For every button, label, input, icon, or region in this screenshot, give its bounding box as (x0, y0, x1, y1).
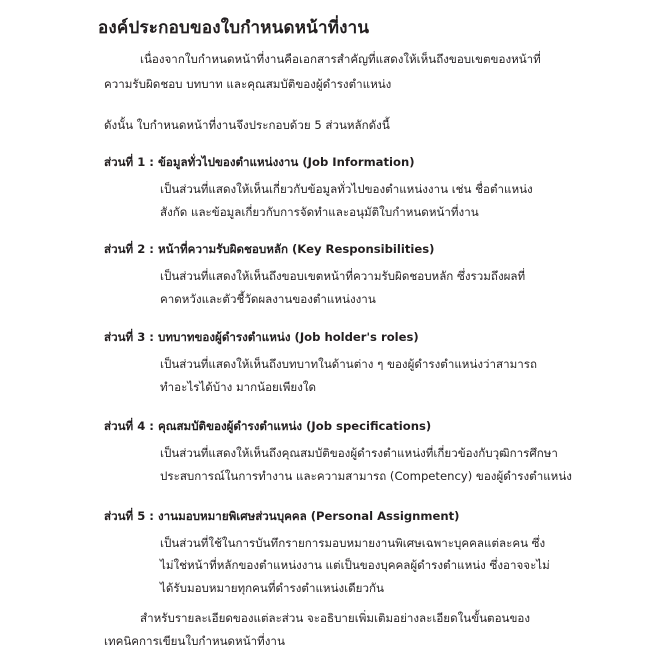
closing-line-1: สำหรับรายละเอียดของแต่ละส่วน จะอธิบายเพิ่มเติมอย่างละเอียดในขั้นตอนของ (140, 611, 531, 625)
section-4-heading: ส่วนที่ 4 : คุณสมบัติของผู้ดำรงตำแหน่ง (Job specifications) (104, 419, 432, 433)
section-5-line-2: ไม่ใช่หน้าที่หลักของตำแหน่งงาน แต่เป็นของบุคคลผู้ดำรงตำแหน่ง ซึ่งอาจจะไม่ (160, 558, 550, 572)
section-1-line-1: เป็นส่วนที่แสดงให้เห็นเกี่ยวกับข้อมูลทั่วไปของตำแหน่งงาน เช่น ชื่อตำแหน่ง (160, 182, 533, 196)
section-1-line-2: สังกัด และข้อมูลเกี่ยวกับการจัดทำและอนุมัติใบกำหนดหน้าที่งาน (160, 205, 479, 219)
section-5-heading: ส่วนที่ 5 : งานมอบหมายพิเศษส่วนบุคคล (Personal Assignment) (104, 509, 460, 523)
section-2-line-1: เป็นส่วนที่แสดงให้เห็นถึงขอบเขตหน้าที่ความรับผิดชอบหลัก ซึ่งรวมถึงผลที่ (160, 269, 526, 283)
intro-line-2: ความรับผิดชอบ บทบาท และคุณสมบัติของผู้ดำรงตำแหน่ง (104, 77, 392, 91)
section-2-heading: ส่วนที่ 2 : หน้าที่ความรับผิดชอบหลัก (Key Responsibilities) (104, 242, 435, 256)
section-3-line-2: ทำอะไรได้บ้าง มากน้อยเพียงใด (160, 380, 317, 394)
section-4-line-2: ประสบการณ์ในการทำงาน และความสามารถ (Competency) ของผู้ดำรงตำแหน่ง (160, 469, 572, 483)
section-4-line-1: เป็นส่วนที่แสดงให้เห็นถึงคุณสมบัติของผู้ดำรงตำแหน่งที่เกี่ยวข้องกับวุฒิการศึกษา (160, 446, 558, 460)
section-2-line-2: คาดหวังและตัวชี้วัดผลงานของตำแหน่งงาน (160, 292, 376, 306)
section-5-line-3: ได้รับมอบหมายทุกคนที่ดำรงตำแหน่งเดียวกัน (160, 581, 384, 595)
closing-line-2: เทคนิคการเขียนใบกำหนดหน้าที่งาน (104, 634, 285, 648)
section-3-line-1: เป็นส่วนที่แสดงให้เห็นถึงบทบาทในด้านต่าง ๆ ของผู้ดำรงตำแหน่งว่าสามารถ (160, 357, 538, 371)
section-3-heading: ส่วนที่ 3 : บทบาทของผู้ดำรงตำแหน่ง (Job holder's roles) (104, 330, 419, 344)
section-1-heading: ส่วนที่ 1 : ข้อมูลทั่วไปของตำแหน่งงาน (Job Information) (104, 155, 415, 169)
document-title: องค์ประกอบของใบกำหนดหน้าที่งาน (98, 18, 370, 38)
intro-line-1: เนื่องจากใบกำหนดหน้าที่งานคือเอกสารสำคัญที่แสดงให้เห็นถึงขอบเขตของหน้าที่ (140, 52, 541, 66)
summary-text: ดังนั้น ใบกำหนดหน้าที่งานจึงประกอบด้วย 5 ส่วนหลักดังนี้ (104, 118, 390, 132)
section-5-line-1: เป็นส่วนที่ใช้ในการบันทึกรายการมอบหมายงานพิเศษเฉพาะบุคคลแต่ละคน ซึ่ง (160, 536, 546, 550)
